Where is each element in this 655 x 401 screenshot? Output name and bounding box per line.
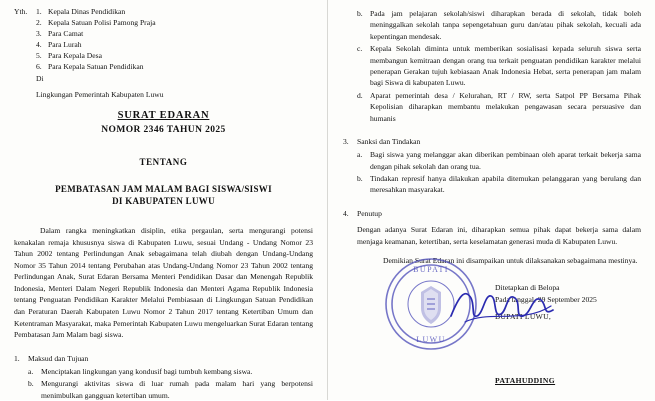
section-number: 3. — [343, 136, 349, 146]
official-stamp-icon — [383, 256, 479, 352]
signature-place: Ditetapkan di Belopa — [495, 283, 560, 293]
addressee-number: 1. — [36, 7, 42, 16]
addressee-block — [14, 6, 313, 100]
item-text: Aparat pemerintah desa / Kelurahan, RT / RW, serta Satpol PP Bersama Pihak Kepolisian diharapkan membantu melakukan pengawasan secara persuasive dan humanis — [370, 90, 641, 123]
list-item — [36, 39, 156, 50]
item-marker: b. — [357, 174, 363, 184]
section-sanksi-dan-tindakan — [343, 136, 641, 196]
list-item — [357, 43, 641, 89]
list-item — [357, 173, 641, 196]
document-left-column — [0, 0, 327, 400]
penutup-paragraph: Dengan adanya Surat Edaran ini, diharapkan semua pihak dapat bekerja sama dalam menjaga keamanan, ketertiban, serta keselamatan generasi muda di Kabupaten Luwu. — [357, 225, 641, 246]
section-items — [28, 366, 313, 401]
item-marker: d. — [357, 90, 363, 100]
document-subject-line-2: DI KABUPATEN LUWU — [112, 196, 215, 207]
tentang-label: TENTANG — [139, 157, 188, 167]
item-marker: a. — [357, 150, 363, 160]
document-right-column — [327, 0, 655, 400]
item-marker: b. — [357, 9, 363, 18]
addressee-text: Para Lurah — [48, 40, 82, 49]
addressee-label: Yth. — [14, 7, 28, 16]
addressee-place: Lingkungan Pemerintah Kabupaten Luwu — [36, 90, 164, 99]
section-heading — [343, 136, 641, 147]
item-text: Menciptakan lingkungan yang kondusif bagi tumbuh kembang siswa. — [41, 366, 253, 376]
list-item — [357, 90, 641, 124]
section-title: Penutup — [357, 208, 382, 218]
addressee-number: 3. — [36, 29, 42, 38]
title-block — [14, 110, 313, 207]
signature-position: BUPATI LUWU, — [495, 312, 552, 322]
list-item — [36, 17, 156, 28]
addressee-text: Para Camat — [48, 29, 84, 38]
section-number: 1. — [14, 353, 20, 363]
document-number: NOMOR 2346 TAHUN 2025 — [101, 125, 226, 135]
list-item — [36, 28, 156, 39]
list-item — [36, 50, 156, 61]
signature-name: PATAHUDDING — [495, 375, 556, 385]
signature-date: Pada tanggal, 29 September 2025 — [495, 294, 597, 304]
addressee-text: Para Kepala Satuan Pendidikan — [48, 62, 144, 71]
addressee-number: 6. — [36, 62, 42, 71]
page-title: SURAT EDARAN — [117, 110, 210, 121]
addressee-di: Di — [36, 74, 44, 83]
document-subject — [14, 183, 313, 207]
section-title: Maksud dan Tujuan — [28, 353, 89, 363]
section-number: 4. — [343, 208, 349, 218]
addressee-number: 2. — [36, 18, 42, 27]
item-text: Kepala Sekolah diminta untuk memberikan sosialisasi kepada seluruh siswa serta membangun kemitraan dengan orang tua terkait penguatan pendidikan karakter melalui penerapan Gerakan tujuh kebiasaan Anak Indonesia Hebat, serta penerapan jam malam bagi Siswa di kabupaten Luwu. — [370, 44, 641, 88]
item-text: Mengurangi aktivitas siswa di luar rumah pada malam hari yang berpotensi menimbulkan gangguan ketertiban umum. — [41, 379, 313, 400]
list-item — [36, 61, 156, 72]
section-heading — [14, 353, 313, 364]
addressee-list — [36, 6, 156, 72]
section-title: Sanksi dan Tindakan — [357, 136, 421, 146]
signature-block — [495, 282, 641, 386]
svg-text:LUWU: LUWU — [416, 335, 446, 344]
list-item — [36, 6, 156, 17]
addressee-text: Para Kepala Desa — [48, 51, 102, 60]
item-marker: c. — [357, 44, 363, 54]
addressee-number: 5. — [36, 51, 42, 60]
svg-text:BUPATI: BUPATI — [413, 265, 449, 274]
item-text: Bagi siswa yang melanggar akan diberikan pembinaan oleh aparat terkait bekerja sama dengan pihak sekolah dan orang tua. — [370, 150, 641, 171]
addressee-text: Kepala Dinas Pendidikan — [48, 7, 126, 16]
addressee-number: 4. — [36, 40, 42, 49]
list-item — [28, 366, 313, 377]
section-maksud-dan-tujuan — [14, 353, 313, 401]
addressee-text: Kepala Satuan Polisi Pamong Praja — [48, 18, 156, 27]
section-items — [357, 149, 641, 196]
closing-paragraph: Demikian Surat Edaran ini disampaikan untuk dilaksanakan sebagaimana mestinya. — [383, 256, 638, 266]
preamble-paragraph: Dalam rangka meningkatkan disiplin, etika pergaulan, serta mengurangi potensi kenakalan remaja khususnya siswa di Kabupaten Luwu, sesuai Undang - Undang Nomor 23 Tahun 2002 tentang Perlindungan Anak sebagaimana telah diubah dengan Undang-Undang Nomor 35 Tahun 2014 tentang Perubahan atas Undang-Undang Nomor 23 Tahun 2002 tentang Perlindungan Anak, Surat Edaran Bersama Menteri Pendidikan Dasar dan Menengah Republik Indonesia, Menteri Dalam Negeri Republik Indonesia dan Menteri Agama Republik Indonesia tentang Penguatan Pendidikan Karakter Melalui Pembiasaan di Lingkungan Satuan Pendidikan dan Peraturan Daerah Kabupaten Luwu Nomor 2 Tahun 2017 tentang Ketertiban Umum dan Ketentraman Masyarakat, maka Pemerintah Kabupaten Luwu mengeluarkan Surat Edaran tentang Pembatasan Jam Malam bagi siswa. — [14, 226, 313, 340]
section-heading — [343, 208, 641, 219]
item-text: Tindakan represif hanya dilakukan apabila ditemukan pelanggaran yang berulang dan meresahkan masyarakat. — [370, 174, 641, 195]
item-marker: b. — [28, 379, 34, 389]
section-penutup — [343, 208, 641, 247]
list-item — [357, 8, 641, 42]
item-text: Pada jam pelajaran sekolah/siswi diharapkan berada di sekolah, tidak boleh meninggalkan sekolah tanpa sepengetahuan guru dan/atau pihak sekolah, kecuali ada kepentingan mendesak. — [370, 9, 641, 41]
document-subject-line-1: PEMBATASAN JAM MALAM BAGI SISWA/SISWI — [55, 184, 272, 194]
list-item — [28, 378, 313, 401]
item-marker: a. — [28, 366, 34, 376]
list-item — [357, 149, 641, 172]
section-ketentuan-items — [357, 8, 641, 124]
